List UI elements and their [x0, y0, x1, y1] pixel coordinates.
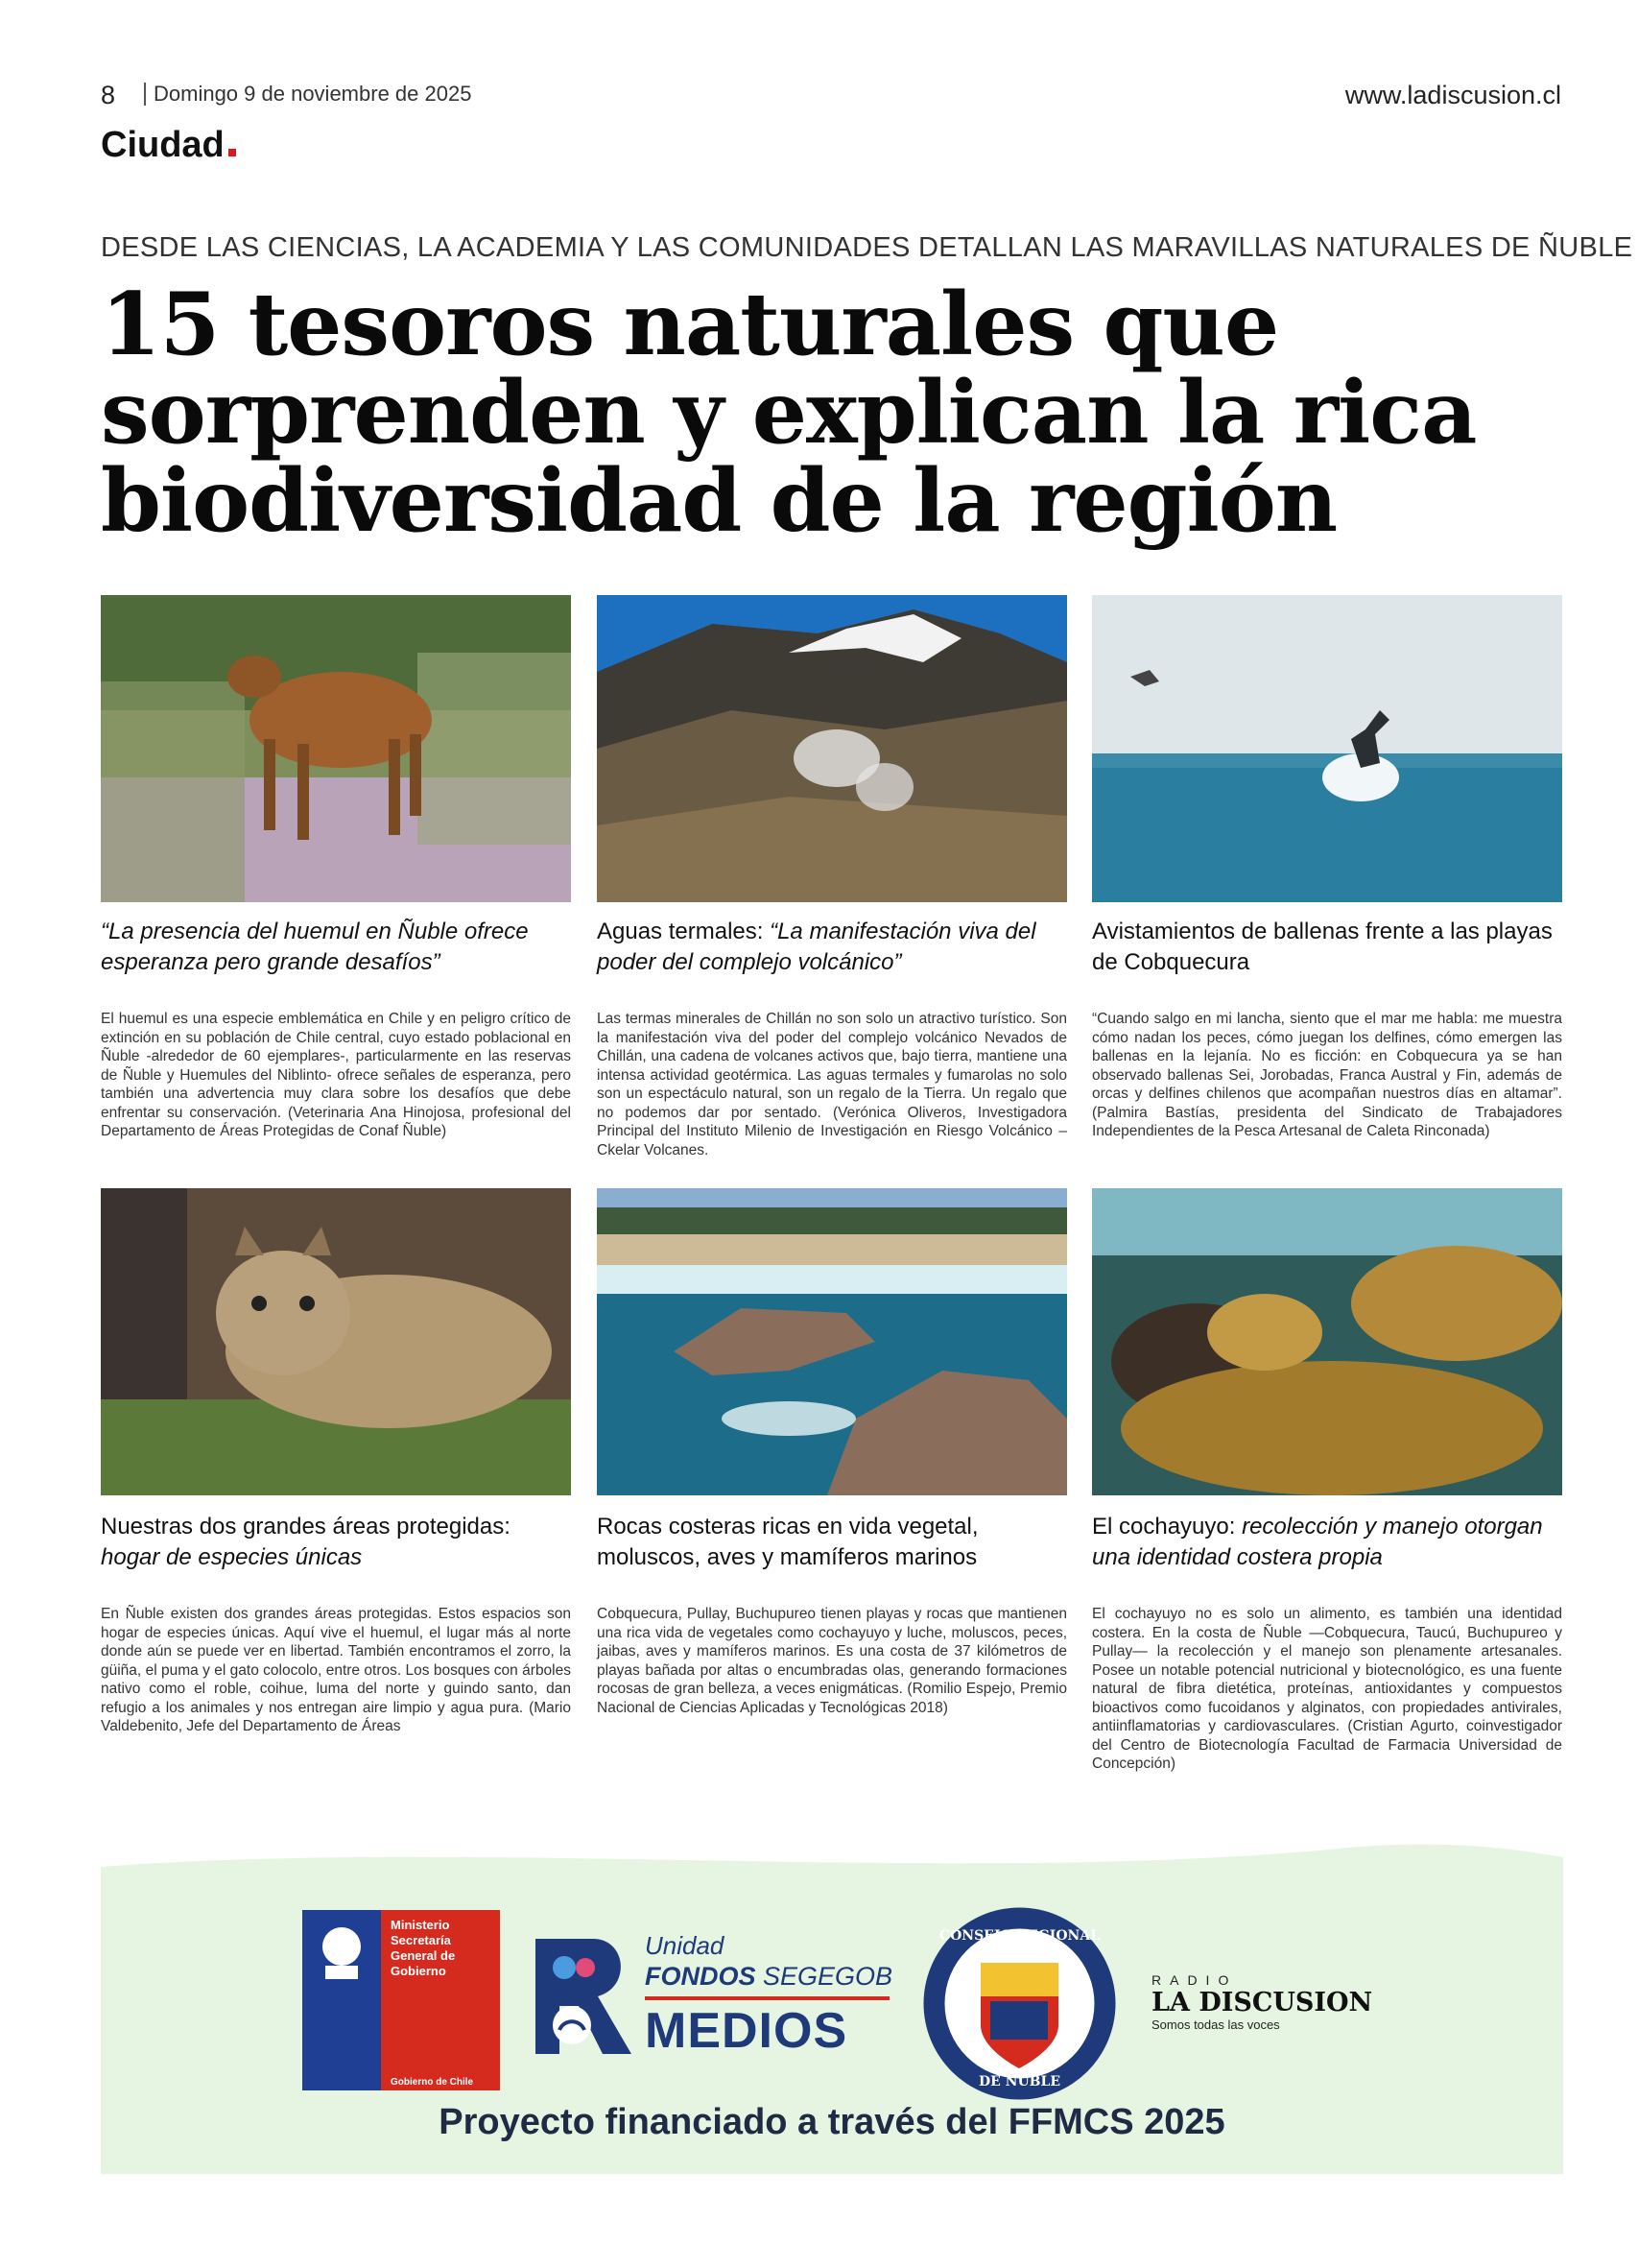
- svg-text:Secretaría: Secretaría: [391, 1933, 451, 1947]
- body-ballenas: “Cuando salgo en mi lancha, siento que el mar me habla: me muestra cómo nadan los peces, cómo juegan los delfines, cómo emergen las ballenas en la lejanía. No es ficción: en Cobquecura ya se han observado ballenas Sei, Jorobadas, Franca Austral y Fin, además de orcas y delfines chilenos que acompañan nuestros días en altamar”. (Palmira Bastías, presidenta del Sindicato de Trabajadores Independientes de la Pesca Artesanal de Caleta Rinconada): [1092, 1011, 1562, 1139]
- photo-cochayuyo: [1092, 1188, 1562, 1495]
- funding-note: Proyecto financiado a través del FFMCS 2025: [439, 2102, 1225, 2142]
- radio-la-discusion-logo: [1151, 1972, 1372, 2032]
- svg-text:Gobierno de Chile: Gobierno de Chile: [391, 2077, 474, 2088]
- headline-line-1: 15 tesoros naturales que: [101, 274, 1279, 375]
- body-rocas: Cobquecura, Pullay, Buchupureo tienen playas y rocas que mantienen una rica vida de vegetales como cochayuyo y luche, moluscos, peces, jaibas, aves y mamíferos marinos. Es una costa de 37 kilómetros de playas bañada por altas o encumbradas olas, generando formaciones rocosas de gran belleza, a veces enigmáticas. (Romilio Espejo, Premio Nacional de Ciencias Aplicadas y Tecnológicas 2018): [597, 1606, 1067, 1716]
- issue-date: Domingo 9 de noviembre de 2025: [144, 83, 471, 106]
- body-cochayuyo: El cochayuyo no es solo un alimento, es también una identidad costera. En la costa de Ñuble —Cobquecura, Taucú, Buchupureo y Pullay— la recolección y el manejo son plenamente artesanales. Posee un notable potencial nutricional y biotecnológico, es una fuente natural de fibra dietética, proteínas, antioxidantes y compuestos bioactivos como fucoidanos y alginatos, con propiedades antivirales, antiinflamatorias y cardiovasculares. (Cristian Agurto, coinvestigador del Centro de Biotecnología Facultad de Farmacia Universidad de Concepción): [1092, 1606, 1562, 1772]
- body-termas: Las termas minerales de Chillán no son solo un atractivo turístico. Son la manifestación viva del poder del complejo volcánico Nevados de Chillán, una cadena de volcanes activos que, bajo tierra, mantiene una intensa actividad geotérmica. Las aguas termales y fumarolas no solo son un espectáculo natural, son un regalo de la Tierra. Un regalo que no podemos dar por sentado. (Verónica Oliveros, Investigadora Principal del Instituto Milenio de Investigación en Riesgo Volcánico – Ckelar Volcanes.: [597, 1011, 1067, 1158]
- headline-line-2: sorprenden y explican la rica: [101, 362, 1477, 464]
- website-link[interactable]: www.ladiscusion.cl: [1344, 81, 1561, 109]
- fondos-rule: [645, 1996, 890, 2000]
- radio-label: RADIO: [1151, 1972, 1238, 1988]
- caption-huemul: “La presencia del huemul en Ñuble ofrece esperanza pero grande desafíos”: [101, 919, 529, 975]
- article-headline: [101, 274, 1559, 552]
- svg-text:CONSEJO REGIONAL: CONSEJO REGIONAL: [938, 1928, 1101, 1944]
- radio-tagline: Somos todas las voces: [1151, 2017, 1280, 2032]
- gobierno-logo: [302, 1910, 500, 2090]
- body-areas: En Ñuble existen dos grandes áreas protegidas. Estos espacios son hogar de especies únicas. Aquí vive el huemul, el lugar más al norte donde aún se puede ver en libertad. También encontramos el zorro, la güiña, el puma y el gato colocolo, entre otros. Los bosques con árboles nativo como el roble, coihue, luma del norte y guindo santo, dan refugio a los animales y nos entregan aire limpio y agua pura. (Mario Valdebenito, Jefe del Departamento de Áreas: [101, 1606, 571, 1734]
- article-kicker: DESDE LAS CIENCIAS, LA ACADEMIA Y LAS COMUNIDADES DETALLAN LAS MARAVILLAS NATURALES DE ÑUBLE: [101, 232, 1633, 263]
- photo-rocas: [597, 1188, 1067, 1495]
- page-number: 8: [101, 81, 116, 109]
- svg-text:DE ÑUBLE: DE ÑUBLE: [978, 2074, 1061, 2089]
- svg-text:Gobierno: Gobierno: [391, 1964, 446, 1978]
- svg-text:General de: General de: [391, 1948, 456, 1963]
- section-title: [101, 125, 236, 166]
- headline-line-3: biodiversidad de la región: [101, 450, 1338, 552]
- photo-termas: [597, 595, 1067, 902]
- photo-guina: [101, 1188, 571, 1495]
- fondos-unidad-text: Unidad: [645, 1931, 724, 1960]
- fondos-name: FONDOS SEGEGOB: [645, 1962, 893, 1991]
- caption-areas: Nuestras dos grandes áreas protegidas: hogar de especies únicas: [101, 1514, 510, 1570]
- caption-ballenas: Avistamientos de ballenas frente a las playas de Cobquecura: [1092, 919, 1553, 975]
- body-huemul: El huemul es una especie emblemática en Chile y en peligro crítico de extinción en su población de Chile central, cuyo estado poblacional en Ñuble -alrededor de 60 ejemplares-, particularmente en las reservas de Ñuble y Huemules del Niblinto- ofrece señales de esperanza, pero también una advertencia muy clara sobre los desafíos que debe enfrentar su conservación. (Veterinaria Ana Hinojosa, profesional del Departamento de Áreas Protegidas de Conaf Ñuble): [101, 1011, 571, 1139]
- section-dot: [228, 149, 236, 156]
- caption-cochayuyo: El cochayuyo: recolección y manejo otorgan una identidad costera propia: [1092, 1514, 1543, 1570]
- section-label: Ciudad: [101, 125, 225, 165]
- consejo-regional-seal: [921, 1905, 1118, 2102]
- fondos-medios-text: MEDIOS: [645, 2003, 848, 2059]
- photo-ballena: [1092, 595, 1562, 902]
- caption-termas: Aguas termales: “La manifestación viva del poder del complejo volcánico”: [597, 919, 1036, 975]
- svg-text:Ministerio: Ministerio: [391, 1918, 450, 1932]
- caption-rocas: Rocas costeras ricas en vida vegetal, moluscos, aves y mamíferos marinos: [597, 1514, 979, 1570]
- photo-huemul: [101, 595, 571, 902]
- radio-name: LA DISCUSION: [1151, 1988, 1373, 2017]
